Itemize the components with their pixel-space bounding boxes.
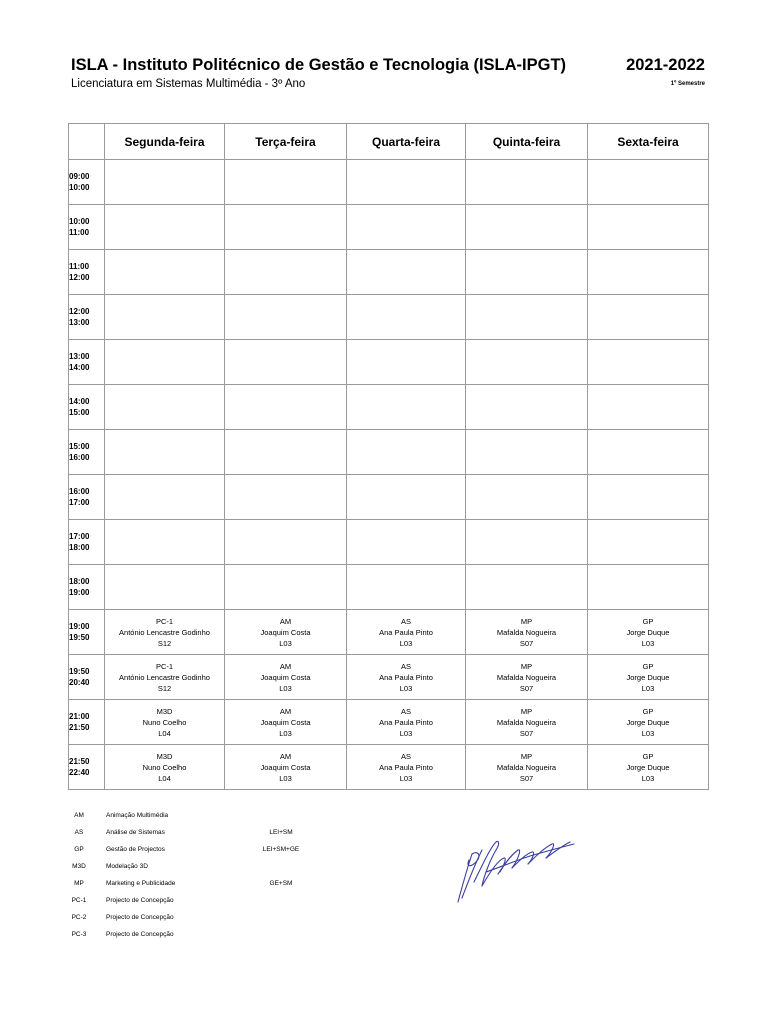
class-teacher: Joaquim Costa	[260, 627, 311, 637]
class-subject: AS	[400, 661, 411, 671]
timetable-row	[69, 340, 709, 385]
timetable-row	[69, 385, 709, 430]
signature	[452, 832, 580, 906]
class-cell	[105, 700, 225, 745]
class-teacher: Jorge Duque	[626, 717, 670, 727]
timetable-row	[69, 700, 709, 745]
legend-courses: GE+SM	[269, 880, 293, 887]
class-room: S07	[519, 638, 534, 648]
timetable-row	[69, 430, 709, 475]
timetable	[68, 123, 709, 790]
empty-cell	[588, 430, 709, 475]
class-teacher: Ana Paula Pinto	[379, 762, 433, 772]
class-teacher: Mafalda Nogueira	[496, 762, 557, 772]
empty-cell	[347, 205, 466, 250]
class-cell	[347, 610, 466, 655]
time-slot	[69, 565, 105, 610]
empty-cell	[225, 295, 347, 340]
legend-courses: LEI+SM	[269, 829, 293, 836]
timetable-header-row	[69, 124, 709, 160]
empty-cell	[347, 565, 466, 610]
slot-end: 20:40	[69, 678, 90, 687]
empty-cell	[225, 520, 347, 565]
empty-cell	[347, 385, 466, 430]
class-cell	[466, 700, 588, 745]
class-subject: PC-1	[155, 661, 174, 671]
slot-end: 15:00	[69, 408, 90, 417]
class-teacher: Ana Paula Pinto	[379, 627, 433, 637]
time-slot	[69, 655, 105, 700]
empty-cell	[588, 565, 709, 610]
empty-cell	[225, 385, 347, 430]
timetable-row	[69, 520, 709, 565]
class-cell	[347, 655, 466, 700]
class-teacher: Ana Paula Pinto	[379, 717, 433, 727]
class-subject: MP	[520, 706, 533, 716]
empty-cell	[588, 340, 709, 385]
legend-code: AM	[74, 812, 84, 819]
empty-cell	[466, 475, 588, 520]
slot-start: 19:50	[69, 667, 90, 676]
empty-cell	[347, 250, 466, 295]
class-teacher: Jorge Duque	[626, 672, 670, 682]
legend-name: Gestão de Projectos	[106, 846, 165, 853]
class-room: S12	[157, 638, 172, 648]
class-cell	[466, 610, 588, 655]
class-cell	[466, 745, 588, 790]
slot-start: 16:00	[69, 487, 90, 496]
slot-start: 15:00	[69, 442, 90, 451]
legend-code: PC-3	[71, 931, 87, 938]
corner-cell	[69, 124, 105, 160]
empty-cell	[588, 250, 709, 295]
class-teacher: Jorge Duque	[626, 627, 670, 637]
slot-start: 19:00	[69, 622, 90, 631]
time-slot	[69, 610, 105, 655]
time-slot	[69, 250, 105, 295]
empty-cell	[466, 205, 588, 250]
empty-cell	[347, 520, 466, 565]
class-teacher: Joaquim Costa	[260, 672, 311, 682]
timetable-row	[69, 745, 709, 790]
class-subject: AM	[279, 616, 292, 626]
class-subject: MP	[520, 751, 533, 761]
legend-name: Marketing e Publicidade	[106, 880, 176, 887]
class-subject: PC-1	[155, 616, 174, 626]
day-header: Quinta-feira	[466, 124, 588, 160]
empty-cell	[105, 295, 225, 340]
time-slot	[69, 295, 105, 340]
day-header: Sexta-feira	[588, 124, 709, 160]
time-slot	[69, 745, 105, 790]
class-teacher: António Lencastre Godinho	[119, 627, 210, 637]
slot-end: 19:50	[69, 633, 90, 642]
empty-cell	[588, 205, 709, 250]
class-teacher: António Lencastre Godinho	[119, 672, 210, 682]
class-subject: GP	[642, 616, 654, 626]
empty-cell	[225, 565, 347, 610]
legend-name: Projecto de Concepção	[106, 914, 174, 921]
class-teacher: Nuno Coelho	[142, 762, 187, 772]
empty-cell	[105, 250, 225, 295]
class-cell	[588, 610, 709, 655]
empty-cell	[347, 340, 466, 385]
slot-end: 18:00	[69, 543, 90, 552]
class-cell	[347, 745, 466, 790]
class-subject: AS	[400, 616, 411, 626]
class-subject: M3D	[156, 751, 173, 761]
class-subject: AM	[279, 706, 292, 716]
class-cell	[225, 745, 347, 790]
time-slot	[69, 385, 105, 430]
class-room: S07	[519, 773, 534, 783]
class-room: L04	[158, 773, 171, 783]
class-teacher: Mafalda Nogueira	[496, 717, 557, 727]
class-subject: AS	[400, 751, 411, 761]
slot-start: 11:00	[69, 262, 90, 271]
class-room: L03	[641, 728, 655, 738]
empty-cell	[105, 520, 225, 565]
empty-cell	[466, 430, 588, 475]
timetable-row	[69, 475, 709, 520]
class-room: L03	[279, 728, 292, 738]
class-cell	[588, 745, 709, 790]
empty-cell	[105, 475, 225, 520]
empty-cell	[225, 430, 347, 475]
day-header: Terça-feira	[225, 124, 347, 160]
class-room: S12	[157, 683, 172, 693]
empty-cell	[105, 340, 225, 385]
legend-name: Projecto de Concepção	[106, 931, 174, 938]
empty-cell	[466, 340, 588, 385]
empty-cell	[347, 475, 466, 520]
timetable-row	[69, 565, 709, 610]
class-room: L03	[399, 728, 413, 738]
class-cell	[225, 655, 347, 700]
class-cell	[347, 700, 466, 745]
class-room: L03	[399, 638, 413, 648]
class-subject: AS	[400, 706, 411, 716]
legend-code: PC-1	[71, 897, 87, 904]
slot-start: 12:00	[69, 307, 90, 316]
class-subject: MP	[520, 661, 533, 671]
legend-code: AS	[74, 829, 84, 836]
empty-cell	[588, 520, 709, 565]
class-cell	[225, 700, 347, 745]
legend-code: MP	[74, 880, 84, 887]
empty-cell	[105, 385, 225, 430]
class-room: L03	[399, 683, 413, 693]
empty-cell	[466, 250, 588, 295]
slot-end: 14:00	[69, 363, 90, 372]
slot-end: 21:50	[69, 723, 90, 732]
empty-cell	[225, 205, 347, 250]
class-cell	[588, 700, 709, 745]
empty-cell	[105, 205, 225, 250]
slot-start: 18:00	[69, 577, 90, 586]
empty-cell	[347, 295, 466, 340]
class-subject: GP	[642, 706, 654, 716]
empty-cell	[225, 475, 347, 520]
slot-end: 16:00	[69, 453, 90, 462]
class-teacher: Joaquim Costa	[260, 717, 311, 727]
legend-code: PC-2	[71, 914, 87, 921]
academic-year: 2021-2022	[626, 56, 705, 74]
empty-cell	[588, 385, 709, 430]
timetable-row	[69, 610, 709, 655]
empty-cell	[105, 430, 225, 475]
slot-end: 22:40	[69, 768, 90, 777]
timetable-row	[69, 205, 709, 250]
slot-end: 11:00	[69, 228, 90, 237]
legend-code: M3D	[72, 863, 86, 870]
empty-cell	[588, 295, 709, 340]
semester-label: 1º Semestre	[670, 81, 705, 87]
empty-cell	[225, 250, 347, 295]
class-room: S07	[519, 728, 534, 738]
legend-name: Projecto de Concepção	[106, 897, 174, 904]
class-room: L03	[279, 683, 292, 693]
legend-name: Modelação 3D	[106, 863, 148, 870]
class-subject: GP	[642, 751, 654, 761]
empty-cell	[466, 295, 588, 340]
class-room: S07	[519, 683, 534, 693]
class-teacher: Jorge Duque	[626, 762, 670, 772]
day-header: Segunda-feira	[105, 124, 225, 160]
slot-start: 17:00	[69, 532, 90, 541]
empty-cell	[466, 385, 588, 430]
empty-cell	[588, 475, 709, 520]
class-subject: M3D	[156, 706, 173, 716]
class-cell	[588, 655, 709, 700]
legend-courses: LEI+SM+GE	[262, 846, 300, 853]
slot-end: 12:00	[69, 273, 90, 282]
empty-cell	[466, 160, 588, 205]
institution-title: ISLA - Instituto Politécnico de Gestão e Tecnologia (ISLA-IPGT)	[71, 56, 567, 74]
slot-start: 21:50	[69, 757, 90, 766]
class-subject: MP	[520, 616, 533, 626]
slot-end: 19:00	[69, 588, 90, 597]
class-cell	[466, 655, 588, 700]
time-slot	[69, 160, 105, 205]
legend-code: GP	[74, 846, 84, 853]
class-teacher: Joaquim Costa	[260, 762, 311, 772]
slot-start: 21:00	[69, 712, 90, 721]
class-cell	[105, 610, 225, 655]
timetable-row	[69, 250, 709, 295]
timetable-row	[69, 655, 709, 700]
legend-name: Análise de Sistemas	[106, 829, 165, 836]
class-room: L03	[279, 773, 292, 783]
slot-end: 10:00	[69, 183, 90, 192]
class-cell	[225, 610, 347, 655]
class-room: L03	[641, 773, 655, 783]
empty-cell	[466, 520, 588, 565]
empty-cell	[347, 430, 466, 475]
class-cell	[105, 745, 225, 790]
timetable-row	[69, 160, 709, 205]
time-slot	[69, 430, 105, 475]
empty-cell	[105, 565, 225, 610]
time-slot	[69, 340, 105, 385]
slot-start: 13:00	[69, 352, 90, 361]
class-subject: AM	[279, 661, 292, 671]
class-teacher: Nuno Coelho	[142, 717, 187, 727]
day-header: Quarta-feira	[347, 124, 466, 160]
empty-cell	[225, 160, 347, 205]
slot-start: 10:00	[69, 217, 90, 226]
legend-name: Animação Multimédia	[106, 812, 169, 819]
timetable-row	[69, 295, 709, 340]
class-room: L04	[158, 728, 171, 738]
course-subtitle: Licenciatura em Sistemas Multimédia - 3º Ano	[71, 78, 306, 90]
time-slot	[69, 205, 105, 250]
class-room: L03	[641, 683, 655, 693]
slot-start: 09:00	[69, 172, 90, 181]
slot-end: 17:00	[69, 498, 90, 507]
class-room: L03	[399, 773, 413, 783]
time-slot	[69, 475, 105, 520]
class-teacher: Mafalda Nogueira	[496, 627, 557, 637]
class-subject: AM	[279, 751, 292, 761]
empty-cell	[225, 340, 347, 385]
empty-cell	[466, 565, 588, 610]
time-slot	[69, 520, 105, 565]
empty-cell	[347, 160, 466, 205]
class-subject: GP	[642, 661, 654, 671]
class-room: L03	[641, 638, 655, 648]
empty-cell	[105, 160, 225, 205]
time-slot	[69, 700, 105, 745]
class-cell	[105, 655, 225, 700]
class-teacher: Ana Paula Pinto	[379, 672, 433, 682]
slot-end: 13:00	[69, 318, 90, 327]
class-room: L03	[279, 638, 292, 648]
empty-cell	[588, 160, 709, 205]
slot-start: 14:00	[69, 397, 90, 406]
class-teacher: Mafalda Nogueira	[496, 672, 557, 682]
